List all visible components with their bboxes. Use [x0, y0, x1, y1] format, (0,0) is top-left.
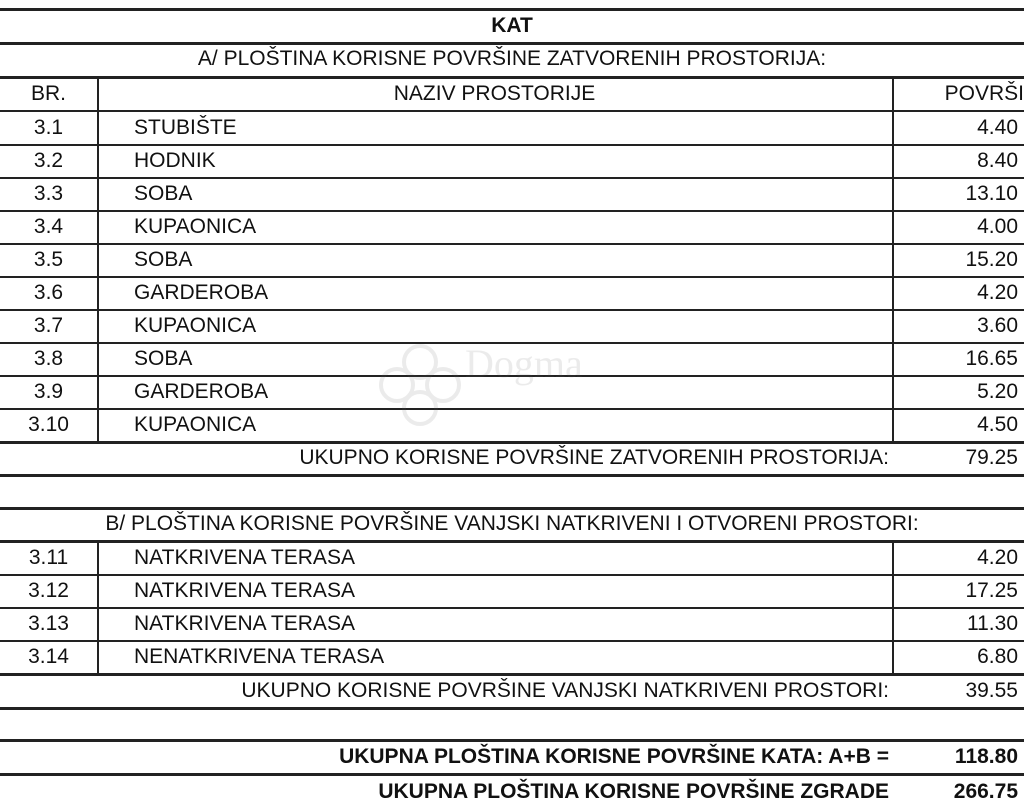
header-no: BR. — [30, 81, 66, 105]
building-total-value: 266.75 — [953, 779, 1018, 803]
floor-total-value: 118.80 — [954, 744, 1018, 768]
room-area: 16.65 — [965, 346, 1018, 370]
table-row — [0, 276, 1024, 309]
room-name: SOBA — [134, 181, 193, 205]
table-header-row — [0, 77, 1024, 110]
table-row — [0, 210, 1024, 243]
row-number: 3.12 — [28, 578, 69, 602]
table-row — [0, 574, 1024, 607]
room-name: NATKRIVENA TERASA — [134, 545, 355, 569]
table-row — [0, 243, 1024, 276]
row-number: 3.3 — [33, 181, 64, 205]
table-row — [0, 607, 1024, 640]
table-row — [0, 177, 1024, 210]
room-area: 4.50 — [977, 412, 1018, 436]
room-area: 17.25 — [965, 578, 1018, 602]
room-area: 4.20 — [977, 280, 1018, 304]
table-row — [0, 144, 1024, 177]
row-number: 3.5 — [33, 247, 64, 271]
building-total-row — [0, 775, 1024, 808]
room-area: 15.20 — [965, 247, 1018, 271]
room-area: 13.10 — [965, 181, 1018, 205]
floor-total-label: UKUPNA PLOŠTINA KORISNE POVRŠINE KATA: A+B = — [339, 744, 889, 768]
page-title: KAT — [491, 13, 533, 37]
table-row — [0, 111, 1024, 144]
room-area: 8.40 — [977, 148, 1018, 172]
room-name: KUPAONICA — [134, 313, 257, 337]
floor-total-row — [0, 740, 1024, 773]
row-number: 3.1 — [33, 115, 64, 139]
section-b-total-row — [0, 674, 1024, 707]
divider — [0, 707, 1024, 710]
room-area: 11.30 — [967, 611, 1018, 635]
row-number: 3.4 — [33, 214, 64, 238]
title-row — [0, 9, 1024, 42]
table-row — [0, 408, 1024, 441]
room-area: 4.40 — [977, 115, 1018, 139]
room-area: 6.80 — [977, 644, 1018, 668]
section-b-heading-row — [0, 508, 1024, 540]
room-area: 5.20 — [977, 379, 1018, 403]
room-area: 4.00 — [977, 214, 1018, 238]
room-name: KUPAONICA — [134, 214, 257, 238]
table-row — [0, 309, 1024, 342]
divider — [0, 474, 1024, 477]
row-number: 3.10 — [28, 412, 69, 436]
room-area: 4.20 — [977, 545, 1018, 569]
row-number: 3.13 — [28, 611, 69, 635]
room-name: HODNIK — [134, 148, 216, 172]
building-total-label: UKUPNA PLOŠTINA KORISNE POVRŠINE ZGRADE — [378, 779, 889, 803]
row-number: 3.2 — [33, 148, 64, 172]
section-a-total-label: UKUPNO KORISNE POVRŠINE ZATVORENIH PROSTORIJA: — [299, 446, 889, 469]
row-number: 3.6 — [33, 280, 64, 304]
room-name: STUBIŠTE — [134, 115, 237, 139]
section-a-total-row — [0, 442, 1024, 474]
room-name: NATKRIVENA TERASA — [134, 611, 355, 635]
section-b-total-value: 39.55 — [965, 678, 1018, 702]
room-name: KUPAONICA — [134, 412, 257, 436]
room-name: GARDEROBA — [134, 280, 269, 304]
row-number: 3.14 — [28, 644, 69, 668]
table-row — [0, 640, 1024, 673]
watermark-text: Dogma — [465, 341, 583, 386]
room-name: SOBA — [134, 346, 193, 370]
table-row — [0, 375, 1024, 408]
room-name: SOBA — [134, 247, 193, 271]
room-name: GARDEROBA — [134, 379, 269, 403]
section-b-total-label: UKUPNO KORISNE POVRŠINE VANJSKI NATKRIVENI PROSTORI: — [241, 678, 889, 702]
table-row — [0, 342, 1024, 375]
row-number: 3.9 — [33, 379, 64, 403]
header-name: NAZIV PROSTORIJE — [393, 81, 596, 105]
row-number: 3.7 — [33, 313, 64, 337]
row-number: 3.11 — [28, 545, 69, 569]
section-b-heading: B/ PLOŠTINA KORISNE POVRŠINE VANJSKI NATKRIVENI I OTVORENI PROSTORI: — [105, 512, 919, 535]
header-area: POVRŠI — [944, 81, 1024, 105]
section-a-total-value: 79.25 — [965, 446, 1018, 469]
room-name: NATKRIVENA TERASA — [134, 578, 355, 602]
row-number: 3.8 — [33, 346, 64, 370]
section-a-heading: A/ PLOŠTINA KORISNE POVRŠINE ZATVORENIH PROSTORIJA: — [197, 47, 827, 70]
room-name: NENATKRIVENA TERASA — [134, 644, 385, 668]
room-area: 3.60 — [977, 313, 1018, 337]
table-row — [0, 541, 1024, 574]
section-a-heading-row — [0, 43, 1024, 75]
